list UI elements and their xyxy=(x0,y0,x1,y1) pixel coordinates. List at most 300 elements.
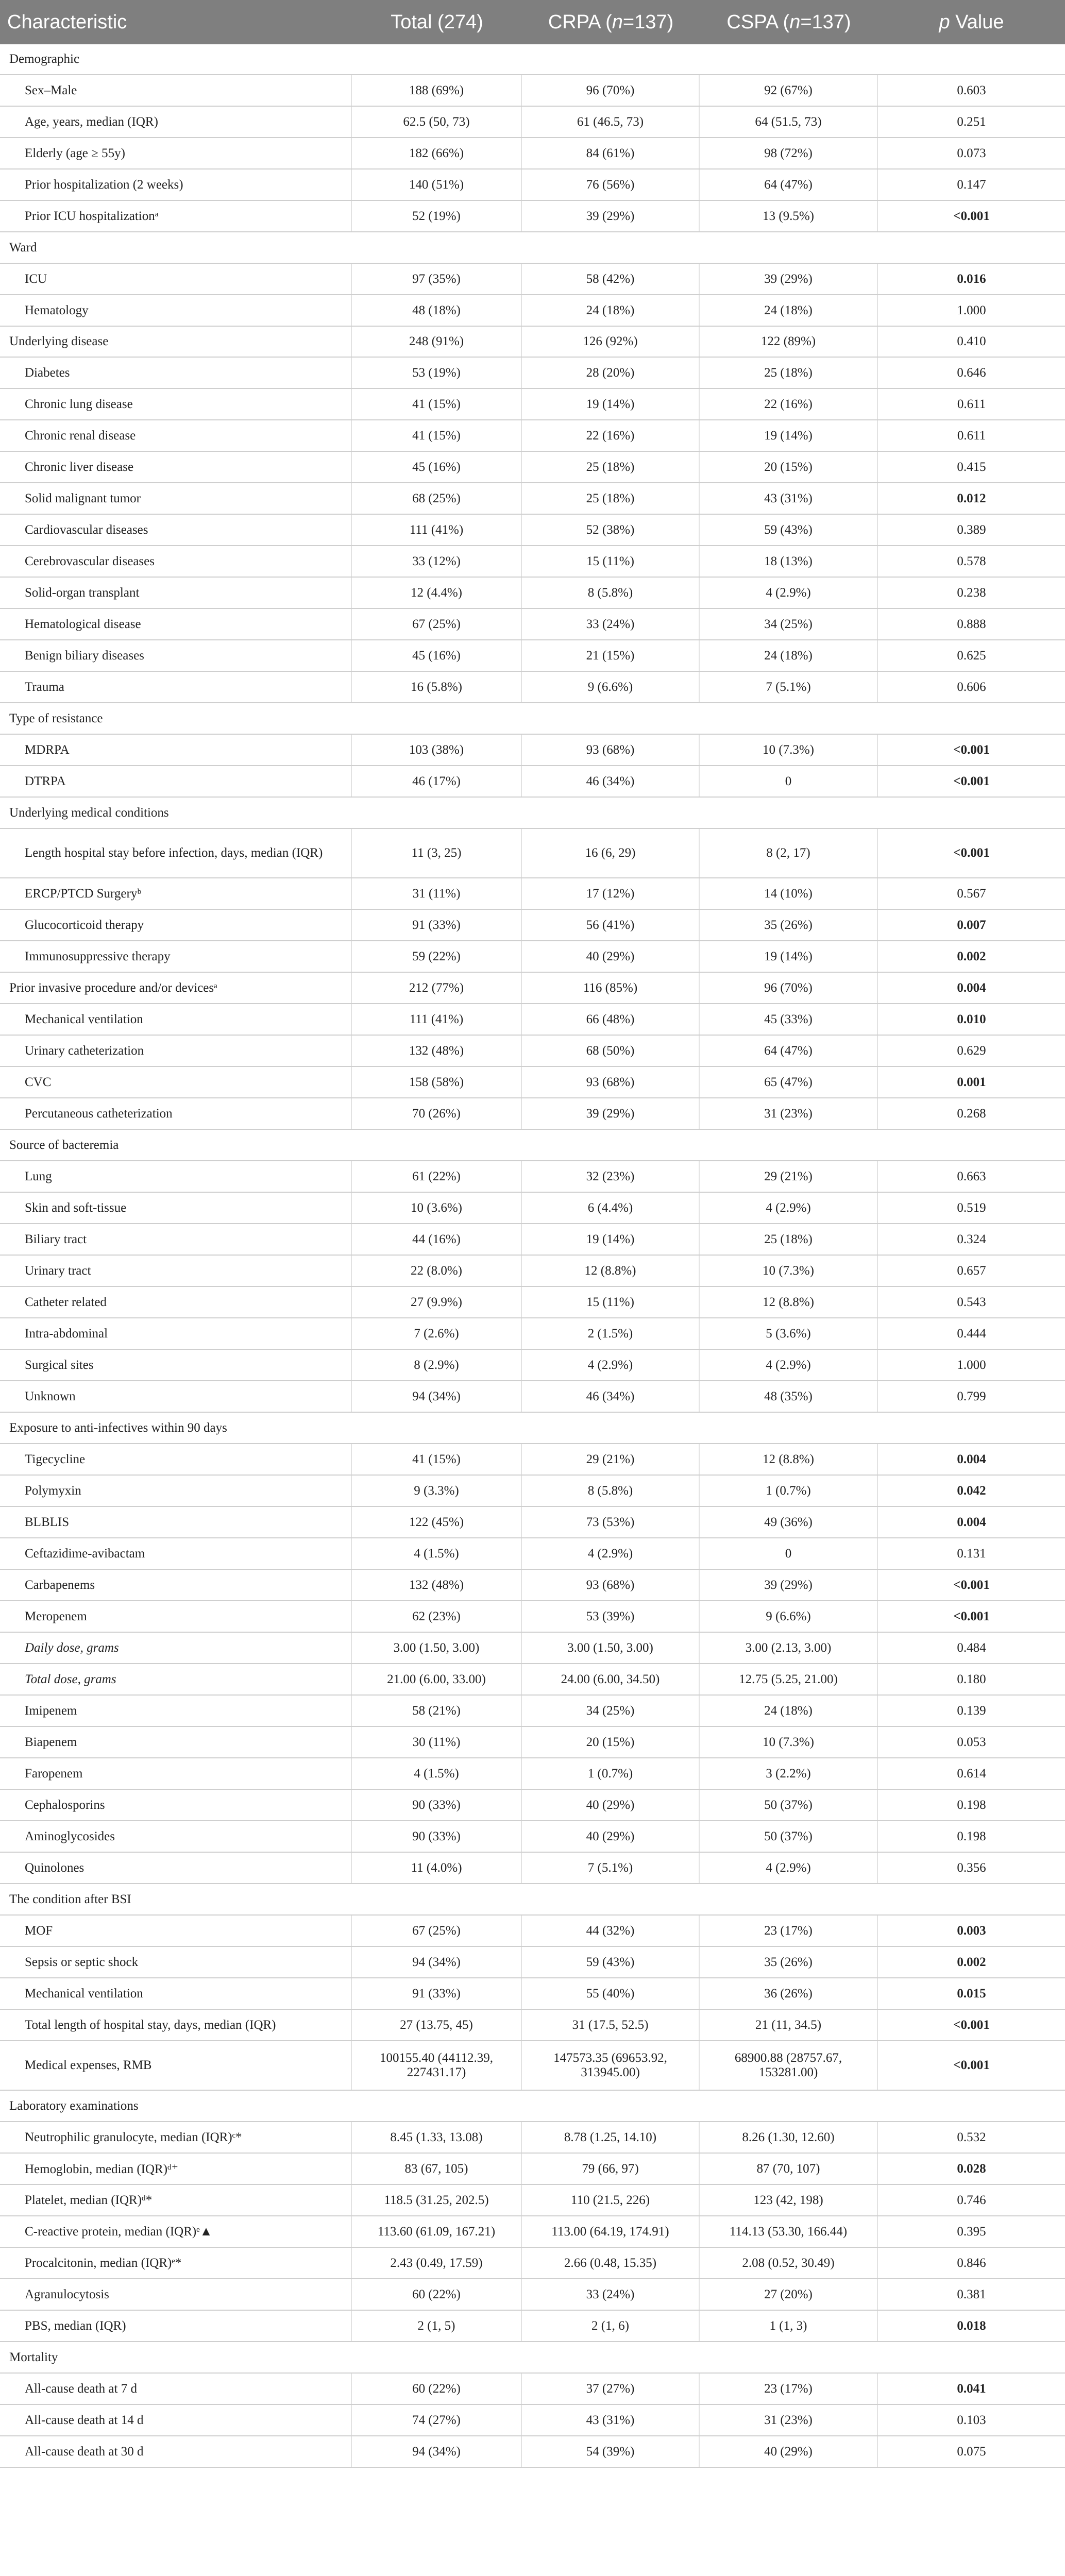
p-value-cell: 0.646 xyxy=(957,365,986,380)
crpa-cell: 39 (29%) xyxy=(522,1098,700,1129)
table-row xyxy=(0,2279,1065,2311)
p-value-cell: 0.799 xyxy=(957,1389,986,1403)
table-row xyxy=(0,420,1065,452)
total-cell: 103 (38%) xyxy=(352,735,522,765)
total-cell: 94 (34%) xyxy=(352,2436,522,2467)
cspa-cell: 35 (26%) xyxy=(700,1947,878,1977)
row-label: Immunosuppressive therapy xyxy=(0,941,352,972)
table-row xyxy=(0,515,1065,546)
total-cell: 41 (15%) xyxy=(352,1444,522,1475)
table-row xyxy=(0,1696,1065,1727)
section-label: Exposure to anti-infectives within 90 days xyxy=(9,1420,227,1435)
crpa-cell: 68 (50%) xyxy=(522,1036,700,1066)
crpa-cell: 1 (0.7%) xyxy=(522,1758,700,1789)
total-cell: 4 (1.5%) xyxy=(352,1758,522,1789)
cspa-cell: 18 (13%) xyxy=(700,546,878,577)
crpa-cell: 24.00 (6.00, 34.50) xyxy=(522,1664,700,1694)
row-label: Skin and soft-tissue xyxy=(0,1193,352,1223)
section-label: Laboratory examinations xyxy=(9,2098,139,2113)
total-cell: 58 (21%) xyxy=(352,1696,522,1726)
cspa-cell: 19 (14%) xyxy=(700,420,878,451)
table-row xyxy=(0,295,1065,327)
cspa-cell: 64 (51.5, 73) xyxy=(700,107,878,137)
table-row xyxy=(0,1036,1065,1067)
table-row xyxy=(0,1538,1065,1570)
row-label: Sepsis or septic shock xyxy=(0,1947,352,1977)
p-value-cell: 0.012 xyxy=(957,491,986,505)
total-cell: 100155.40 (44112.39, 227431.17) xyxy=(352,2041,522,2090)
cspa-cell: 10 (7.3%) xyxy=(700,1256,878,1286)
table-row xyxy=(0,2216,1065,2248)
row-label: Imipenem xyxy=(0,1696,352,1726)
total-cell: 2 (1, 5) xyxy=(352,2311,522,2341)
cspa-cell: 12 (8.8%) xyxy=(700,1287,878,1317)
section-row xyxy=(0,798,1065,829)
p-value-cell: 0.053 xyxy=(957,1735,986,1749)
total-cell: 27 (9.9%) xyxy=(352,1287,522,1317)
p-value-cell: 0.846 xyxy=(957,2256,986,2270)
p-value-cell: <0.001 xyxy=(953,1609,990,1623)
total-cell: 70 (26%) xyxy=(352,1098,522,1129)
crpa-cell: 20 (15%) xyxy=(522,1727,700,1757)
table-row xyxy=(0,2041,1065,2091)
total-cell: 74 (27%) xyxy=(352,2405,522,2435)
row-label: Daily dose, grams xyxy=(0,1633,352,1663)
p-value-cell: 0.147 xyxy=(957,177,986,192)
header-cspa: CSPA (n=137) xyxy=(726,11,851,33)
row-label: Prior ICU hospitalizationᵃ xyxy=(0,201,352,231)
table-row xyxy=(0,1224,1065,1256)
section-row xyxy=(0,232,1065,264)
total-cell: 48 (18%) xyxy=(352,295,522,326)
crpa-cell: 8.78 (1.25, 14.10) xyxy=(522,2122,700,2153)
cspa-cell: 122 (89%) xyxy=(700,327,878,357)
row-label: Medical expenses, RMB xyxy=(0,2041,352,2090)
crpa-cell: 40 (29%) xyxy=(522,941,700,972)
p-value-cell: 0.139 xyxy=(957,1703,986,1718)
crpa-cell: 25 (18%) xyxy=(522,483,700,514)
cspa-cell: 31 (23%) xyxy=(700,1098,878,1129)
crpa-cell: 4 (2.9%) xyxy=(522,1538,700,1569)
crpa-cell: 93 (68%) xyxy=(522,1570,700,1600)
row-label: Unknown xyxy=(0,1381,352,1412)
p-value-cell: 0.395 xyxy=(957,2224,986,2239)
cspa-cell: 14 (10%) xyxy=(700,878,878,909)
cspa-cell: 8 (2, 17) xyxy=(700,829,878,877)
cspa-cell: 29 (21%) xyxy=(700,1161,878,1192)
row-label: Urinary tract xyxy=(0,1256,352,1286)
cspa-cell: 10 (7.3%) xyxy=(700,735,878,765)
table-row xyxy=(0,1476,1065,1507)
crpa-cell: 96 (70%) xyxy=(522,75,700,106)
total-cell: 68 (25%) xyxy=(352,483,522,514)
total-cell: 4 (1.5%) xyxy=(352,1538,522,1569)
cspa-cell: 3.00 (2.13, 3.00) xyxy=(700,1633,878,1663)
p-value-cell: 0.629 xyxy=(957,1043,986,1058)
row-label: Diabetes xyxy=(0,358,352,388)
row-label: Quinolones xyxy=(0,1853,352,1883)
crpa-cell: 55 (40%) xyxy=(522,1978,700,2009)
table-row xyxy=(0,452,1065,483)
table-row xyxy=(0,1004,1065,1036)
p-value-cell: 0.410 xyxy=(957,334,986,348)
row-label: Hematological disease xyxy=(0,609,352,639)
total-cell: 94 (34%) xyxy=(352,1947,522,1977)
cspa-cell: 39 (29%) xyxy=(700,1570,878,1600)
table-row xyxy=(0,358,1065,389)
crpa-cell: 113.00 (64.19, 174.91) xyxy=(522,2216,700,2247)
cspa-cell: 12.75 (5.25, 21.00) xyxy=(700,1664,878,1694)
table-row xyxy=(0,829,1065,878)
cspa-cell: 4 (2.9%) xyxy=(700,578,878,608)
table-row xyxy=(0,327,1065,358)
p-value-cell: 0.625 xyxy=(957,648,986,663)
row-label: Elderly (age ≥ 55y) xyxy=(0,138,352,168)
header-crpa: CRPA (n=137) xyxy=(548,11,674,33)
table-row xyxy=(0,1790,1065,1821)
p-value-cell: 0.003 xyxy=(957,1923,986,1938)
cspa-cell: 3 (2.2%) xyxy=(700,1758,878,1789)
total-cell: 67 (25%) xyxy=(352,1916,522,1946)
p-value-cell: 0.015 xyxy=(957,1986,986,2001)
cspa-cell: 50 (37%) xyxy=(700,1821,878,1852)
total-cell: 52 (19%) xyxy=(352,201,522,231)
section-label: Underlying medical conditions xyxy=(9,805,169,820)
crpa-cell: 52 (38%) xyxy=(522,515,700,545)
p-value-cell: 0.042 xyxy=(957,1483,986,1498)
row-label: ERCP/PTCD Surgeryᵇ xyxy=(0,878,352,909)
crpa-cell: 56 (41%) xyxy=(522,910,700,940)
section-label: Ward xyxy=(9,240,37,255)
table-row xyxy=(0,2010,1065,2041)
p-value-cell: 0.041 xyxy=(957,2381,986,2396)
p-value-cell: <0.001 xyxy=(953,2058,990,2072)
p-value-cell: <0.001 xyxy=(953,2018,990,2032)
p-value-cell: 0.324 xyxy=(957,1232,986,1246)
crpa-cell: 44 (32%) xyxy=(522,1916,700,1946)
table-row xyxy=(0,578,1065,609)
row-label: All-cause death at 7 d xyxy=(0,2374,352,2404)
crpa-cell: 12 (8.8%) xyxy=(522,1256,700,1286)
p-value-cell: 0.567 xyxy=(957,886,986,901)
row-label: CVC xyxy=(0,1067,352,1097)
table-row xyxy=(0,2185,1065,2216)
crpa-cell: 66 (48%) xyxy=(522,1004,700,1035)
p-value-cell: <0.001 xyxy=(953,1578,990,1592)
total-cell: 53 (19%) xyxy=(352,358,522,388)
row-label: Faropenem xyxy=(0,1758,352,1789)
crpa-cell: 73 (53%) xyxy=(522,1507,700,1537)
table-row xyxy=(0,941,1065,973)
section-row xyxy=(0,44,1065,75)
cspa-cell: 13 (9.5%) xyxy=(700,201,878,231)
p-value-cell: 0.611 xyxy=(957,397,986,411)
table-row xyxy=(0,1193,1065,1224)
table-row xyxy=(0,483,1065,515)
total-cell: 132 (48%) xyxy=(352,1570,522,1600)
crpa-cell: 43 (31%) xyxy=(522,2405,700,2435)
total-cell: 8 (2.9%) xyxy=(352,1350,522,1380)
table-row xyxy=(0,1381,1065,1413)
table-row xyxy=(0,201,1065,232)
crpa-cell: 93 (68%) xyxy=(522,1067,700,1097)
p-value-cell: 0.028 xyxy=(957,2161,986,2176)
p-value-cell: 0.004 xyxy=(957,980,986,995)
crpa-cell: 6 (4.4%) xyxy=(522,1193,700,1223)
row-label: Total dose, grams xyxy=(0,1664,352,1694)
table-row xyxy=(0,1318,1065,1350)
row-label: Neutrophilic granulocyte, median (IQR)ᶜ* xyxy=(0,2122,352,2153)
p-value-cell: 0.002 xyxy=(957,1955,986,1969)
row-label: Surgical sites xyxy=(0,1350,352,1380)
section-row xyxy=(0,2342,1065,2374)
cspa-cell: 114.13 (53.30, 166.44) xyxy=(700,2216,878,2247)
crpa-cell: 3.00 (1.50, 3.00) xyxy=(522,1633,700,1663)
crpa-cell: 79 (66, 97) xyxy=(522,2154,700,2184)
p-value-cell: 0.004 xyxy=(957,1452,986,1466)
section-label: Demographic xyxy=(9,52,80,66)
table-row xyxy=(0,389,1065,420)
table-row xyxy=(0,1664,1065,1696)
p-value-cell: 0.001 xyxy=(957,1075,986,1089)
p-value-cell: 0.611 xyxy=(957,428,986,443)
total-cell: 132 (48%) xyxy=(352,1036,522,1066)
cspa-cell: 65 (47%) xyxy=(700,1067,878,1097)
crpa-cell: 8 (5.8%) xyxy=(522,578,700,608)
cspa-cell: 23 (17%) xyxy=(700,2374,878,2404)
crpa-cell: 93 (68%) xyxy=(522,735,700,765)
row-label: Tigecycline xyxy=(0,1444,352,1475)
crpa-cell: 116 (85%) xyxy=(522,973,700,1003)
crpa-cell: 37 (27%) xyxy=(522,2374,700,2404)
crpa-cell: 15 (11%) xyxy=(522,1287,700,1317)
total-cell: 62 (23%) xyxy=(352,1601,522,1632)
total-cell: 140 (51%) xyxy=(352,170,522,200)
p-value-cell: 0.010 xyxy=(957,1012,986,1026)
section-label: Source of bacteremia xyxy=(9,1138,119,1152)
total-cell: 3.00 (1.50, 3.00) xyxy=(352,1633,522,1663)
row-label: All-cause death at 14 d xyxy=(0,2405,352,2435)
crpa-cell: 126 (92%) xyxy=(522,327,700,357)
p-value-cell: 0.389 xyxy=(957,522,986,537)
row-label: Catheter related xyxy=(0,1287,352,1317)
total-cell: 10 (3.6%) xyxy=(352,1193,522,1223)
row-label: Cephalosporins xyxy=(0,1790,352,1820)
table-row xyxy=(0,1350,1065,1381)
crpa-cell: 54 (39%) xyxy=(522,2436,700,2467)
cspa-cell: 5 (3.6%) xyxy=(700,1318,878,1349)
total-cell: 16 (5.8%) xyxy=(352,672,522,702)
cspa-cell: 8.26 (1.30, 12.60) xyxy=(700,2122,878,2153)
total-cell: 91 (33%) xyxy=(352,910,522,940)
p-value-cell: 0.888 xyxy=(957,617,986,631)
table-body xyxy=(0,44,1065,2468)
p-value-cell: 0.238 xyxy=(957,585,986,600)
p-value-cell: 0.075 xyxy=(957,2444,986,2459)
row-label: DTRPA xyxy=(0,766,352,796)
section-row xyxy=(0,1130,1065,1161)
table-row xyxy=(0,1947,1065,1978)
total-cell: 94 (34%) xyxy=(352,1381,522,1412)
cspa-cell: 40 (29%) xyxy=(700,2436,878,2467)
row-label: Mechanical ventilation xyxy=(0,1978,352,2009)
p-value-cell: 0.746 xyxy=(957,2193,986,2207)
cspa-cell: 0 xyxy=(700,766,878,796)
cspa-cell: 9 (6.6%) xyxy=(700,1601,878,1632)
cspa-cell: 43 (31%) xyxy=(700,483,878,514)
table-row xyxy=(0,910,1065,941)
row-label: Mechanical ventilation xyxy=(0,1004,352,1035)
p-value-cell: 1.000 xyxy=(957,303,986,317)
row-label: Aminoglycosides xyxy=(0,1821,352,1852)
p-value-cell: 0.484 xyxy=(957,1640,986,1655)
cspa-cell: 23 (17%) xyxy=(700,1916,878,1946)
crpa-cell: 9 (6.6%) xyxy=(522,672,700,702)
cspa-cell: 2.08 (0.52, 30.49) xyxy=(700,2248,878,2278)
row-label: Chronic renal disease xyxy=(0,420,352,451)
crpa-cell: 29 (21%) xyxy=(522,1444,700,1475)
table-row xyxy=(0,264,1065,295)
crpa-cell: 19 (14%) xyxy=(522,389,700,419)
row-label: Total length of hospital stay, days, median (IQR) xyxy=(0,2010,352,2040)
cspa-cell: 1 (0.7%) xyxy=(700,1476,878,1506)
row-label: MOF xyxy=(0,1916,352,1946)
row-label: ICU xyxy=(0,264,352,294)
table-row xyxy=(0,1916,1065,1947)
cspa-cell: 27 (20%) xyxy=(700,2279,878,2310)
table-row xyxy=(0,1287,1065,1318)
p-value-cell: 0.381 xyxy=(957,2287,986,2301)
p-value-cell: 0.444 xyxy=(957,1326,986,1341)
row-label: Polymyxin xyxy=(0,1476,352,1506)
row-label: Chronic lung disease xyxy=(0,389,352,419)
row-label: Urinary catheterization xyxy=(0,1036,352,1066)
cspa-cell: 7 (5.1%) xyxy=(700,672,878,702)
p-value-cell: 0.415 xyxy=(957,460,986,474)
p-value-cell: 0.663 xyxy=(957,1169,986,1183)
crpa-cell: 58 (42%) xyxy=(522,264,700,294)
total-cell: 59 (22%) xyxy=(352,941,522,972)
cspa-cell: 45 (33%) xyxy=(700,1004,878,1035)
cspa-cell: 96 (70%) xyxy=(700,973,878,1003)
table-row xyxy=(0,2248,1065,2279)
table-row xyxy=(0,1507,1065,1538)
header-total: Total (274) xyxy=(391,11,483,33)
total-cell: 60 (22%) xyxy=(352,2374,522,2404)
p-value-cell: 0.198 xyxy=(957,1829,986,1843)
row-label: Cardiovascular diseases xyxy=(0,515,352,545)
table-row xyxy=(0,1601,1065,1633)
row-label: PBS, median (IQR) xyxy=(0,2311,352,2341)
crpa-cell: 53 (39%) xyxy=(522,1601,700,1632)
table-row xyxy=(0,2154,1065,2185)
total-cell: 113.60 (61.09, 167.21) xyxy=(352,2216,522,2247)
row-label: Cerebrovascular diseases xyxy=(0,546,352,577)
cspa-cell: 12 (8.8%) xyxy=(700,1444,878,1475)
total-cell: 33 (12%) xyxy=(352,546,522,577)
table-row xyxy=(0,1098,1065,1130)
p-value-cell: 0.004 xyxy=(957,1515,986,1529)
crpa-cell: 15 (11%) xyxy=(522,546,700,577)
total-cell: 90 (33%) xyxy=(352,1790,522,1820)
total-cell: 111 (41%) xyxy=(352,515,522,545)
crpa-cell: 16 (6, 29) xyxy=(522,829,700,877)
cspa-cell: 49 (36%) xyxy=(700,1507,878,1537)
cspa-cell: 21 (11, 34.5) xyxy=(700,2010,878,2040)
p-value-cell: 0.519 xyxy=(957,1200,986,1215)
table-row xyxy=(0,138,1065,170)
table-row xyxy=(0,75,1065,107)
crpa-cell: 46 (34%) xyxy=(522,1381,700,1412)
cspa-cell: 68900.88 (28757.67, 153281.00) xyxy=(700,2041,878,2090)
total-cell: 45 (16%) xyxy=(352,640,522,671)
row-label: Prior hospitalization (2 weeks) xyxy=(0,170,352,200)
cspa-cell: 1 (1, 3) xyxy=(700,2311,878,2341)
row-label: Meropenem xyxy=(0,1601,352,1632)
p-value-cell: <0.001 xyxy=(953,209,990,223)
cspa-cell: 4 (2.9%) xyxy=(700,1350,878,1380)
cspa-cell: 20 (15%) xyxy=(700,452,878,482)
table-row xyxy=(0,546,1065,578)
table-row xyxy=(0,609,1065,640)
crpa-cell: 21 (15%) xyxy=(522,640,700,671)
row-label: Solid malignant tumor xyxy=(0,483,352,514)
p-value-cell: <0.001 xyxy=(953,846,990,860)
crpa-cell: 8 (5.8%) xyxy=(522,1476,700,1506)
table-row xyxy=(0,1067,1065,1098)
header-p-value: p Value xyxy=(939,11,1004,33)
crpa-cell: 33 (24%) xyxy=(522,609,700,639)
cspa-cell: 48 (35%) xyxy=(700,1381,878,1412)
crpa-cell: 24 (18%) xyxy=(522,295,700,326)
row-label: Trauma xyxy=(0,672,352,702)
total-cell: 11 (4.0%) xyxy=(352,1853,522,1883)
crpa-cell: 110 (21.5, 226) xyxy=(522,2185,700,2215)
total-cell: 188 (69%) xyxy=(352,75,522,106)
p-value-cell: 0.073 xyxy=(957,146,986,160)
total-cell: 9 (3.3%) xyxy=(352,1476,522,1506)
p-value-cell: 0.103 xyxy=(957,2413,986,2427)
table-row xyxy=(0,2436,1065,2468)
total-cell: 41 (15%) xyxy=(352,420,522,451)
total-cell: 21.00 (6.00, 33.00) xyxy=(352,1664,522,1694)
crpa-cell: 59 (43%) xyxy=(522,1947,700,1977)
crpa-cell: 33 (24%) xyxy=(522,2279,700,2310)
total-cell: 90 (33%) xyxy=(352,1821,522,1852)
cspa-cell: 35 (26%) xyxy=(700,910,878,940)
cspa-cell: 22 (16%) xyxy=(700,389,878,419)
p-value-cell: 0.251 xyxy=(957,114,986,129)
row-label: Solid-organ transplant xyxy=(0,578,352,608)
cspa-cell: 25 (18%) xyxy=(700,1224,878,1255)
row-label: BLBLIS xyxy=(0,1507,352,1537)
crpa-cell: 2.66 (0.48, 15.35) xyxy=(522,2248,700,2278)
row-label: Lung xyxy=(0,1161,352,1192)
table-row xyxy=(0,1444,1065,1476)
row-label: Procalcitonin, median (IQR)ᵉ* xyxy=(0,2248,352,2278)
crpa-cell: 2 (1, 6) xyxy=(522,2311,700,2341)
row-label: Platelet, median (IQR)ᵈ* xyxy=(0,2185,352,2215)
row-label: Biapenem xyxy=(0,1727,352,1757)
row-label: Chronic liver disease xyxy=(0,452,352,482)
row-label: Age, years, median (IQR) xyxy=(0,107,352,137)
row-label: Percutaneous catheterization xyxy=(0,1098,352,1129)
p-value-cell: 0.543 xyxy=(957,1295,986,1309)
total-cell: 60 (22%) xyxy=(352,2279,522,2310)
table-row xyxy=(0,1256,1065,1287)
section-row xyxy=(0,2091,1065,2122)
total-cell: 7 (2.6%) xyxy=(352,1318,522,1349)
